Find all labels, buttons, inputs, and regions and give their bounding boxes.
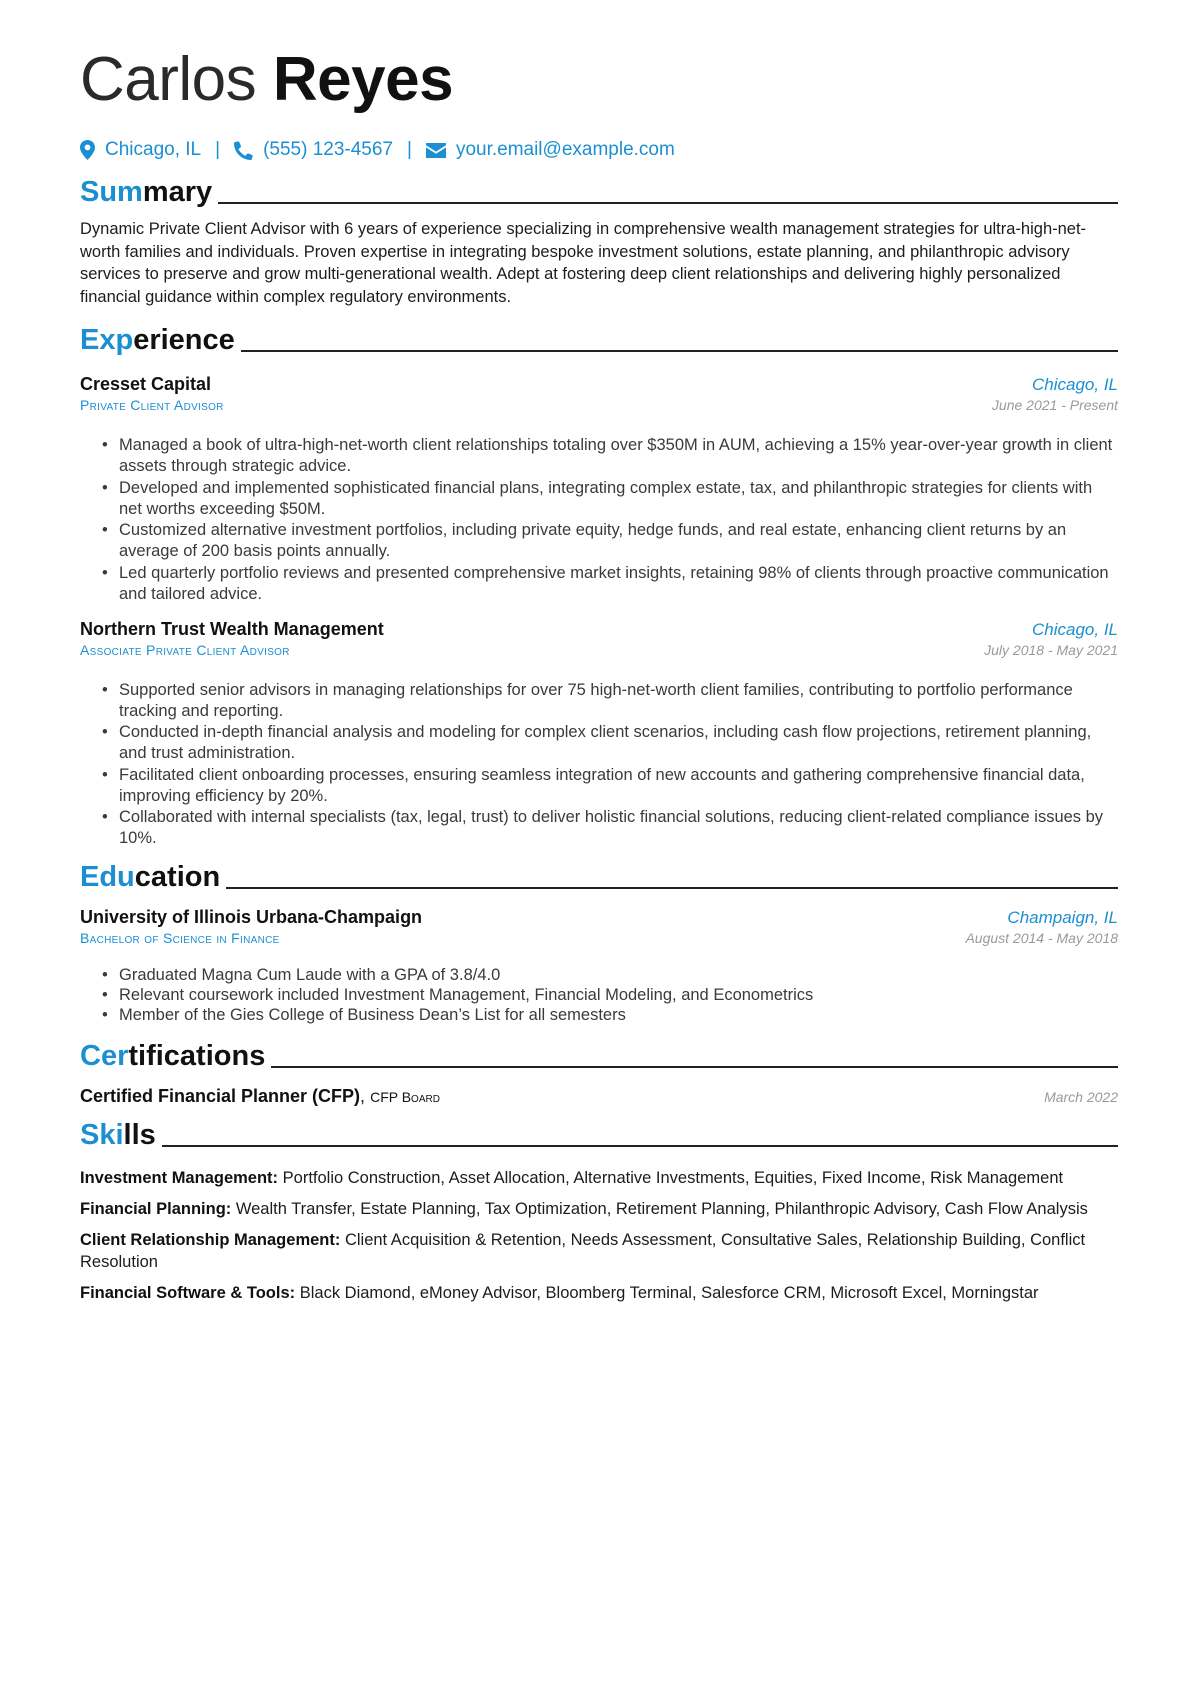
skill-category: Investment Management: (80, 1168, 279, 1187)
section-divider (271, 1066, 1118, 1068)
skill-row (80, 1167, 1118, 1190)
list-item: • Member of the Gies College of Business Dean’s List for all semesters (80, 1006, 1118, 1026)
location-text: Chicago, IL (105, 139, 202, 160)
job-title: Private Client Advisor (80, 397, 224, 413)
skill-values: Black Diamond, eMoney Advisor, Bloomberg Terminal, Salesforce CRM, Microsoft Excel, Morningstar (299, 1284, 1039, 1302)
envelope-icon (426, 143, 446, 158)
experience-heading (80, 322, 1118, 358)
summary-heading (80, 174, 1118, 210)
first-name: Carlos (80, 45, 257, 114)
education-entry (80, 907, 1118, 1026)
section-title-rest: erience (133, 324, 235, 356)
section-title-accent: Cer (80, 1039, 129, 1072)
section-divider (218, 202, 1118, 204)
section-title-rest: mary (142, 176, 213, 208)
job-title: Associate Private Client Advisor (80, 641, 290, 658)
job-bullets (80, 680, 1118, 850)
list-item: • Collaborated with internal specialists (tax, legal, trust) to deliver holistic financial solutions, reducing client-related compliance issues by 10%. (80, 807, 1118, 849)
skill-values: Client Acquisition & Retention, Needs Assessment, Consultative Sales, Relationship Building, Conflict Resolution (80, 1230, 1086, 1271)
degree: Bachelor of Science in Finance (80, 930, 280, 946)
summary-text: Dynamic Private Client Advisor with 6 years of experience specializing in comprehensive wealth management strategies for ultra-high-net-worth families and individuals. Proven expertise in integrating bespoke investment solutions, estate planning, and philanthropic advisory services to preserve and grow multi-generational wealth. Adept at fostering deep client relationships and delivering highly personalized financial guidance within complex regulatory environments. (80, 220, 1087, 306)
education-bullets (80, 966, 1118, 1026)
section-title-accent: Edu (80, 861, 135, 893)
school-location: Champaign, IL (1007, 908, 1118, 927)
list-item: • Supported senior advisors in managing relationships for over 75 high-net-worth client families, contributing to portfolio performance tracking and reporting. (80, 680, 1118, 722)
skill-values: Wealth Transfer, Estate Planning, Tax Optimization, Retirement Planning, Philanthropic Advisory, Cash Flow Analysis (235, 1199, 1088, 1218)
certification-date: March 2022 (1044, 1088, 1118, 1105)
company-name: Northern Trust Wealth Management (80, 618, 384, 639)
skill-row (80, 1229, 1118, 1274)
skill-row (80, 1198, 1118, 1221)
skill-row (80, 1282, 1118, 1305)
certification-separator: , (360, 1085, 366, 1106)
contact-separator: | (407, 139, 412, 160)
job-dates: June 2021 - Present (991, 397, 1118, 413)
education-heading (80, 859, 1118, 895)
email-link[interactable]: your.email@example.com (455, 139, 675, 160)
skill-category: Financial Software & Tools: (80, 1284, 296, 1302)
section-divider (162, 1145, 1118, 1147)
job-entry (80, 619, 1118, 850)
skills-heading (80, 1117, 1118, 1153)
job-location: Chicago, IL (1032, 375, 1118, 394)
contact-email[interactable] (426, 139, 675, 161)
contact-separator: | (215, 139, 221, 160)
list-item: • Relevant coursework included Investment Management, Financial Modeling, and Econometrics (80, 986, 1118, 1006)
list-item: • Customized alternative investment portfolios, including private equity, hedge funds, and real estate, enhancing client returns by an average of 200 basis points annually. (80, 520, 1118, 562)
section-title-accent: Ski (80, 1118, 124, 1151)
section-title-accent: Exp (80, 324, 134, 356)
list-item: • Graduated Magna Cum Laude with a GPA of 3.8/4.0 (80, 966, 1118, 986)
list-item: • Developed and implemented sophisticated financial plans, integrating complex estate, tax, and philanthropic strategies for clients with net worths exceeding $50M. (80, 478, 1118, 520)
section-title-accent: Sum (80, 176, 143, 208)
job-entry (80, 374, 1118, 605)
contact-phone[interactable] (234, 139, 393, 161)
phone-text: (555) 123-4567 (263, 139, 393, 160)
phone-icon (234, 141, 253, 160)
skill-category: Financial Planning: (80, 1199, 232, 1218)
company-name: Cresset Capital (80, 374, 212, 394)
certification-issuer: CFP Board (370, 1088, 440, 1105)
school-name: University of Illinois Urbana-Champaign (80, 907, 423, 927)
section-title-rest: lls (123, 1118, 156, 1151)
list-item: • Managed a book of ultra-high-net-worth client relationships totaling over $350M in AUM, achieving a 15% year-over-year growth in client assets through strategic advice. (80, 435, 1118, 477)
list-item: • Led quarterly portfolio reviews and presented comprehensive market insights, retaining 98% of clients through proactive communication and tailored advice. (80, 563, 1118, 605)
candidate-name (80, 44, 1118, 116)
skill-category: Client Relationship Management: (80, 1230, 341, 1249)
list-item: • Facilitated client onboarding processes, ensuring seamless integration of new accounts and gathering comprehensive financial data, improving efficiency by 20%. (80, 765, 1118, 807)
education-dates: August 2014 - May 2018 (965, 930, 1118, 946)
skills-list (80, 1167, 1118, 1305)
section-divider (241, 350, 1118, 352)
job-location: Chicago, IL (1032, 619, 1118, 639)
certifications-heading (80, 1038, 1118, 1074)
certification-name: Certified Financial Planner (CFP) (80, 1085, 361, 1106)
map-pin-icon (80, 140, 95, 160)
section-title-rest: cation (134, 861, 221, 893)
contact-location (80, 139, 201, 161)
job-dates: July 2018 - May 2021 (984, 641, 1118, 658)
section-title-rest: tifications (128, 1039, 266, 1072)
last-name: Reyes (272, 45, 454, 114)
job-bullets (80, 435, 1118, 605)
certification-entry (80, 1086, 1118, 1107)
section-divider (226, 887, 1118, 889)
skill-values: Portfolio Construction, Asset Allocation, Alternative Investments, Equities, Fixed Income, Risk Management (282, 1168, 1064, 1187)
contact-bar (80, 138, 1118, 162)
list-item: • Conducted in-depth financial analysis and modeling for complex client scenarios, including cash flow projections, retirement planning, and trust administration. (80, 722, 1118, 764)
